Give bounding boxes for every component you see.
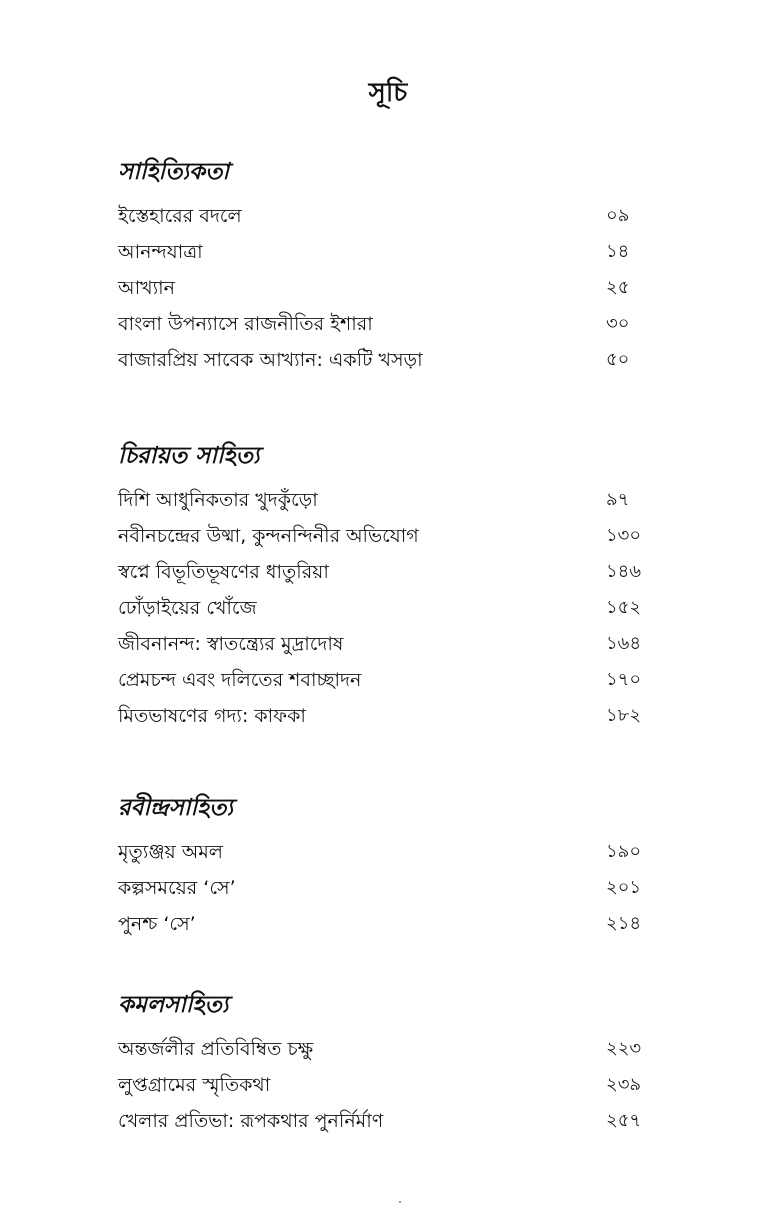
toc-section-kamalsahitya bbox=[118, 985, 642, 1139]
entry-title: ঢোঁড়াইয়ের খোঁজে bbox=[118, 597, 257, 619]
toc-entry[interactable] bbox=[118, 1031, 642, 1067]
entry-page-number: ৩০ bbox=[606, 313, 630, 334]
entry-page-number: ০৯ bbox=[606, 205, 630, 226]
toc-entry[interactable] bbox=[118, 554, 642, 590]
toc-entry[interactable] bbox=[118, 306, 638, 342]
entry-title: মৃত্যুঞ্জয় অমল bbox=[118, 841, 223, 863]
toc-entry[interactable] bbox=[118, 906, 642, 942]
entry-title: নবীনচন্দ্রের উষ্মা, কুন্দনন্দিনীর অভিযোগ bbox=[118, 525, 419, 547]
toc-entry[interactable] bbox=[118, 234, 638, 270]
entry-title: আনন্দযাত্রা bbox=[118, 241, 203, 263]
entry-page-number: ১৯০ bbox=[606, 841, 642, 862]
section-heading: কমলসাহিত্য bbox=[118, 992, 229, 1018]
entry-title: জীবনানন্দ: স্বাতন্ত্র্যের মুদ্রাদোষ bbox=[118, 633, 344, 655]
toc-entry[interactable] bbox=[118, 482, 638, 518]
toc-section-chirayata-sahitya bbox=[118, 436, 642, 734]
toc-section-sahityikata bbox=[118, 152, 638, 378]
entry-page-number: ১৭০ bbox=[606, 669, 642, 690]
section-heading: সাহিত্যিকতা bbox=[118, 159, 230, 185]
entry-title: দিশি আধুনিকতার খুদকুঁড়ো bbox=[118, 489, 318, 511]
entry-page-number: ২৩৯ bbox=[606, 1074, 642, 1095]
toc-section-rabindrasahitya bbox=[118, 788, 642, 942]
entry-title: কল্পসময়ের ‘সে’ bbox=[118, 877, 236, 899]
toc-entry[interactable] bbox=[118, 518, 642, 554]
entry-page-number: ১৩০ bbox=[606, 525, 642, 546]
entry-page-number: ২১৪ bbox=[606, 913, 642, 934]
entry-title: বাজারপ্রিয় সাবেক আখ্যান: একটি খসড়া bbox=[118, 349, 423, 371]
entry-page-number: ১৪৬ bbox=[606, 561, 642, 582]
entry-title: অন্তর্জলীর প্রতিবিম্বিত চক্ষু bbox=[118, 1038, 314, 1060]
entry-page-number: ৫০ bbox=[606, 349, 630, 370]
entry-title: প্রেমচন্দ এবং দলিতের শবাচ্ছাদন bbox=[118, 669, 362, 691]
entry-title: মিতভাষণের গদ্য: কাফকা bbox=[118, 705, 306, 727]
entry-page-number: ২৫ bbox=[606, 277, 630, 298]
section-heading: রবীন্দ্রসাহিত্য bbox=[118, 795, 234, 821]
print-speck bbox=[399, 1201, 401, 1203]
toc-entry[interactable] bbox=[118, 698, 642, 734]
entry-title: আখ্যান bbox=[118, 277, 175, 299]
entry-page-number: ১৬৪ bbox=[606, 633, 642, 654]
toc-entry[interactable] bbox=[118, 590, 642, 626]
entry-page-number: ২২৩ bbox=[606, 1038, 642, 1059]
toc-entry[interactable] bbox=[118, 834, 642, 870]
entry-page-number: ১৮২ bbox=[606, 705, 642, 726]
toc-entry[interactable] bbox=[118, 270, 638, 306]
entry-page-number: ২৫৭ bbox=[606, 1110, 642, 1131]
toc-entry[interactable] bbox=[118, 1067, 642, 1103]
entry-title: খেলার প্রতিভা: রূপকথার পুনর্নির্মাণ bbox=[118, 1110, 384, 1132]
section-heading: চিরায়ত সাহিত্য bbox=[118, 443, 260, 469]
entry-title: ইস্তেহারের বদলে bbox=[118, 205, 242, 227]
entry-title: স্বপ্নে বিভূতিভূষণের ধাতুরিয়া bbox=[118, 561, 329, 583]
entry-page-number: ৯৭ bbox=[606, 489, 630, 510]
toc-entry[interactable] bbox=[118, 870, 642, 906]
toc-entry[interactable] bbox=[118, 626, 642, 662]
toc-entry[interactable] bbox=[118, 198, 638, 234]
toc-entry[interactable] bbox=[118, 1103, 642, 1139]
toc-entry[interactable] bbox=[118, 342, 638, 378]
entry-page-number: ১৫২ bbox=[606, 597, 642, 618]
entry-title: লুপ্তগ্রামের স্মৃতিকথা bbox=[118, 1074, 271, 1096]
toc-entry[interactable] bbox=[118, 662, 642, 698]
entry-page-number: ১৪ bbox=[606, 241, 630, 262]
page-title: সূচি bbox=[368, 78, 408, 108]
entry-title: পুনশ্চ ‘সে’ bbox=[118, 913, 196, 935]
entry-page-number: ২০১ bbox=[606, 877, 642, 898]
entry-title: বাংলা উপন্যাসে রাজনীতির ইশারা bbox=[118, 313, 373, 335]
